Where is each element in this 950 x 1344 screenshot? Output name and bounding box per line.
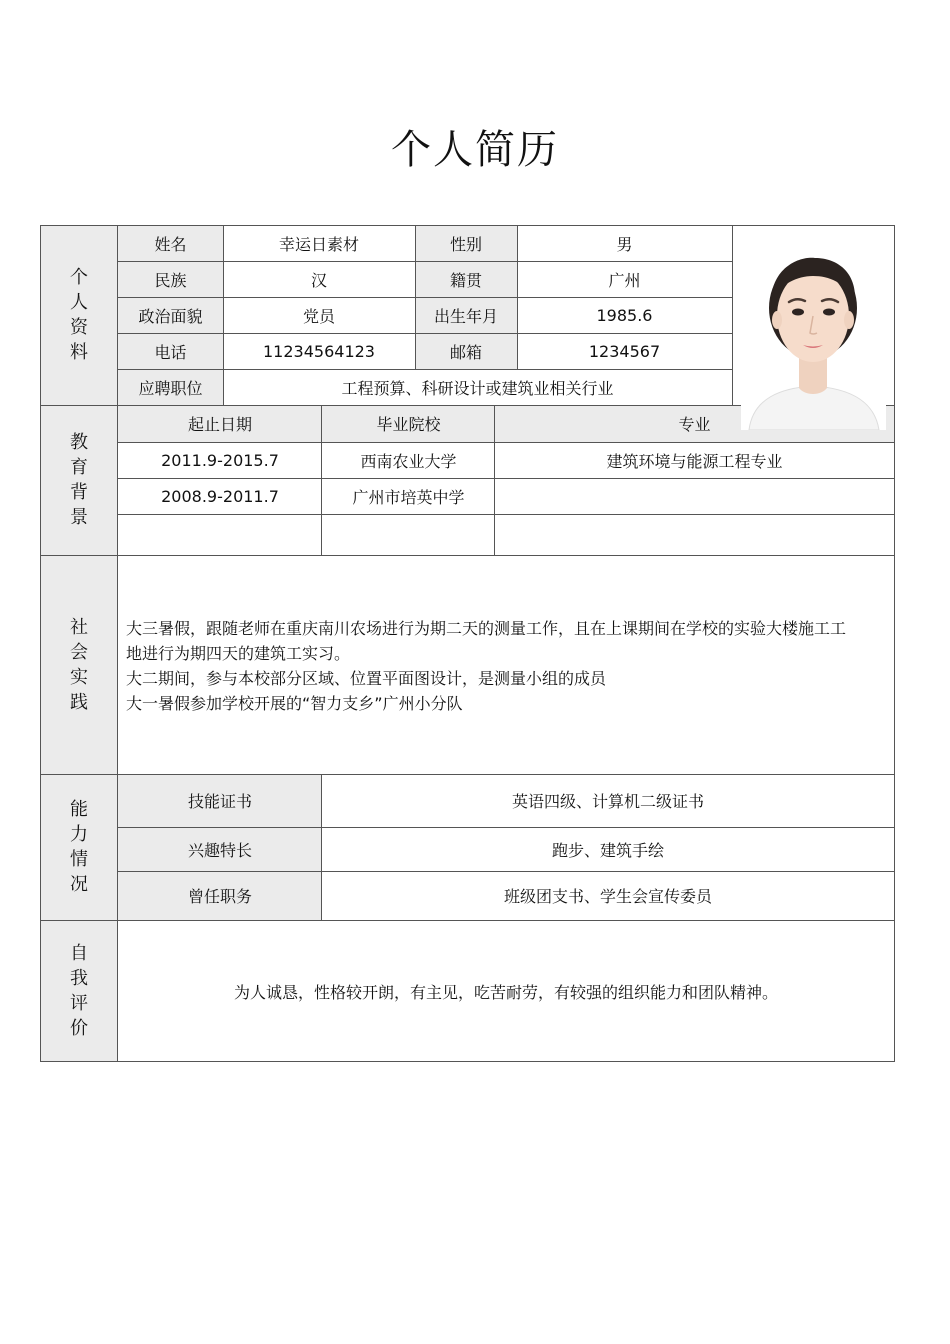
section-ability [40, 774, 118, 920]
politics-value: 党员 [302, 306, 335, 326]
ethnicity-label: 民族 [154, 270, 187, 290]
name-label: 姓名 [154, 234, 187, 254]
section-practice-label: 社会实践 [70, 616, 88, 713]
birth-label: 出生年月 [433, 306, 498, 326]
section-self-eval [40, 920, 118, 1062]
edu-row2-major [495, 478, 894, 514]
practice-line-4: 大一暑假参加学校开展的“智力支乡”广州小分队 [126, 694, 463, 713]
section-education [40, 405, 118, 555]
edu-row3-major [495, 514, 894, 555]
section-self-eval-label: 自我评价 [70, 943, 88, 1039]
job-label: 应聘职位 [138, 378, 203, 398]
edu-header-dates: 起止日期 [187, 415, 252, 434]
politics-label: 政治面貌 [138, 306, 203, 326]
section-personal [40, 225, 118, 405]
edu-header-major: 专业 [678, 415, 711, 434]
ability-label-hobbies: 兴趣特长 [187, 840, 252, 860]
section-personal-label: 个人资料 [70, 267, 88, 363]
email-label: 邮箱 [449, 342, 482, 362]
section-ability-label: 能力情况 [70, 799, 88, 895]
page-title: 个人简历 [391, 127, 559, 173]
edu-row1-dates: 2011.9-2015.7 [161, 450, 279, 470]
edu-row2-school: 广州市培英中学 [352, 487, 465, 507]
ability-value-positions: 班级团支书、学生会宣传委员 [503, 887, 712, 906]
section-education-label: 教育背景 [70, 432, 88, 528]
email-value: 1234567 [588, 341, 661, 361]
gender-label: 性别 [449, 234, 482, 254]
edu-row2-dates: 2008.9-2011.7 [161, 486, 279, 506]
section-practice [40, 555, 118, 774]
job-value: 工程预算、科研设计或建筑业相关行业 [341, 378, 614, 398]
gender-value: 男 [616, 234, 633, 254]
self-eval-text: 为人诚恳，性格较开朗，有主见，吃苦耐劳，有较强的组织能力和团队精神。 [233, 982, 778, 1002]
ability-value-hobbies: 跑步、建筑手绘 [551, 840, 664, 860]
practice-line-3: 大二期间，参与本校部分区域、位置平面图设计，是测量小组的成员 [126, 669, 607, 688]
edu-row3-dates [118, 514, 322, 555]
edu-header-school: 毕业院校 [376, 415, 441, 434]
edu-row1-school: 西南农业大学 [360, 451, 457, 471]
edu-row3-school [322, 514, 495, 555]
name-value: 幸运日素材 [278, 234, 359, 254]
ability-value-skills: 英语四级、计算机二级证书 [511, 792, 704, 811]
hometown-label: 籍贯 [449, 270, 482, 290]
ethnicity-value: 汉 [310, 270, 327, 290]
hometown-value: 广州 [608, 270, 641, 290]
portrait-photo-icon [741, 238, 886, 430]
phone-label: 电话 [154, 342, 187, 362]
ability-label-positions: 曾任职务 [187, 887, 252, 906]
phone-value: 11234564123 [263, 341, 375, 361]
edu-row1-major: 建筑环境与能源工程专业 [606, 451, 783, 471]
practice-line-2: 地进行为期四天的建筑工实习。 [126, 644, 351, 663]
practice-line-1: 大三暑假，跟随老师在重庆南川农场进行为期二天的测量工作，且在上课期间在学校的实验大楼施工工 [126, 619, 847, 638]
portrait-photo-icon [741, 238, 886, 430]
birth-value: 1985.6 [596, 305, 653, 325]
ability-label-skills: 技能证书 [187, 792, 252, 811]
